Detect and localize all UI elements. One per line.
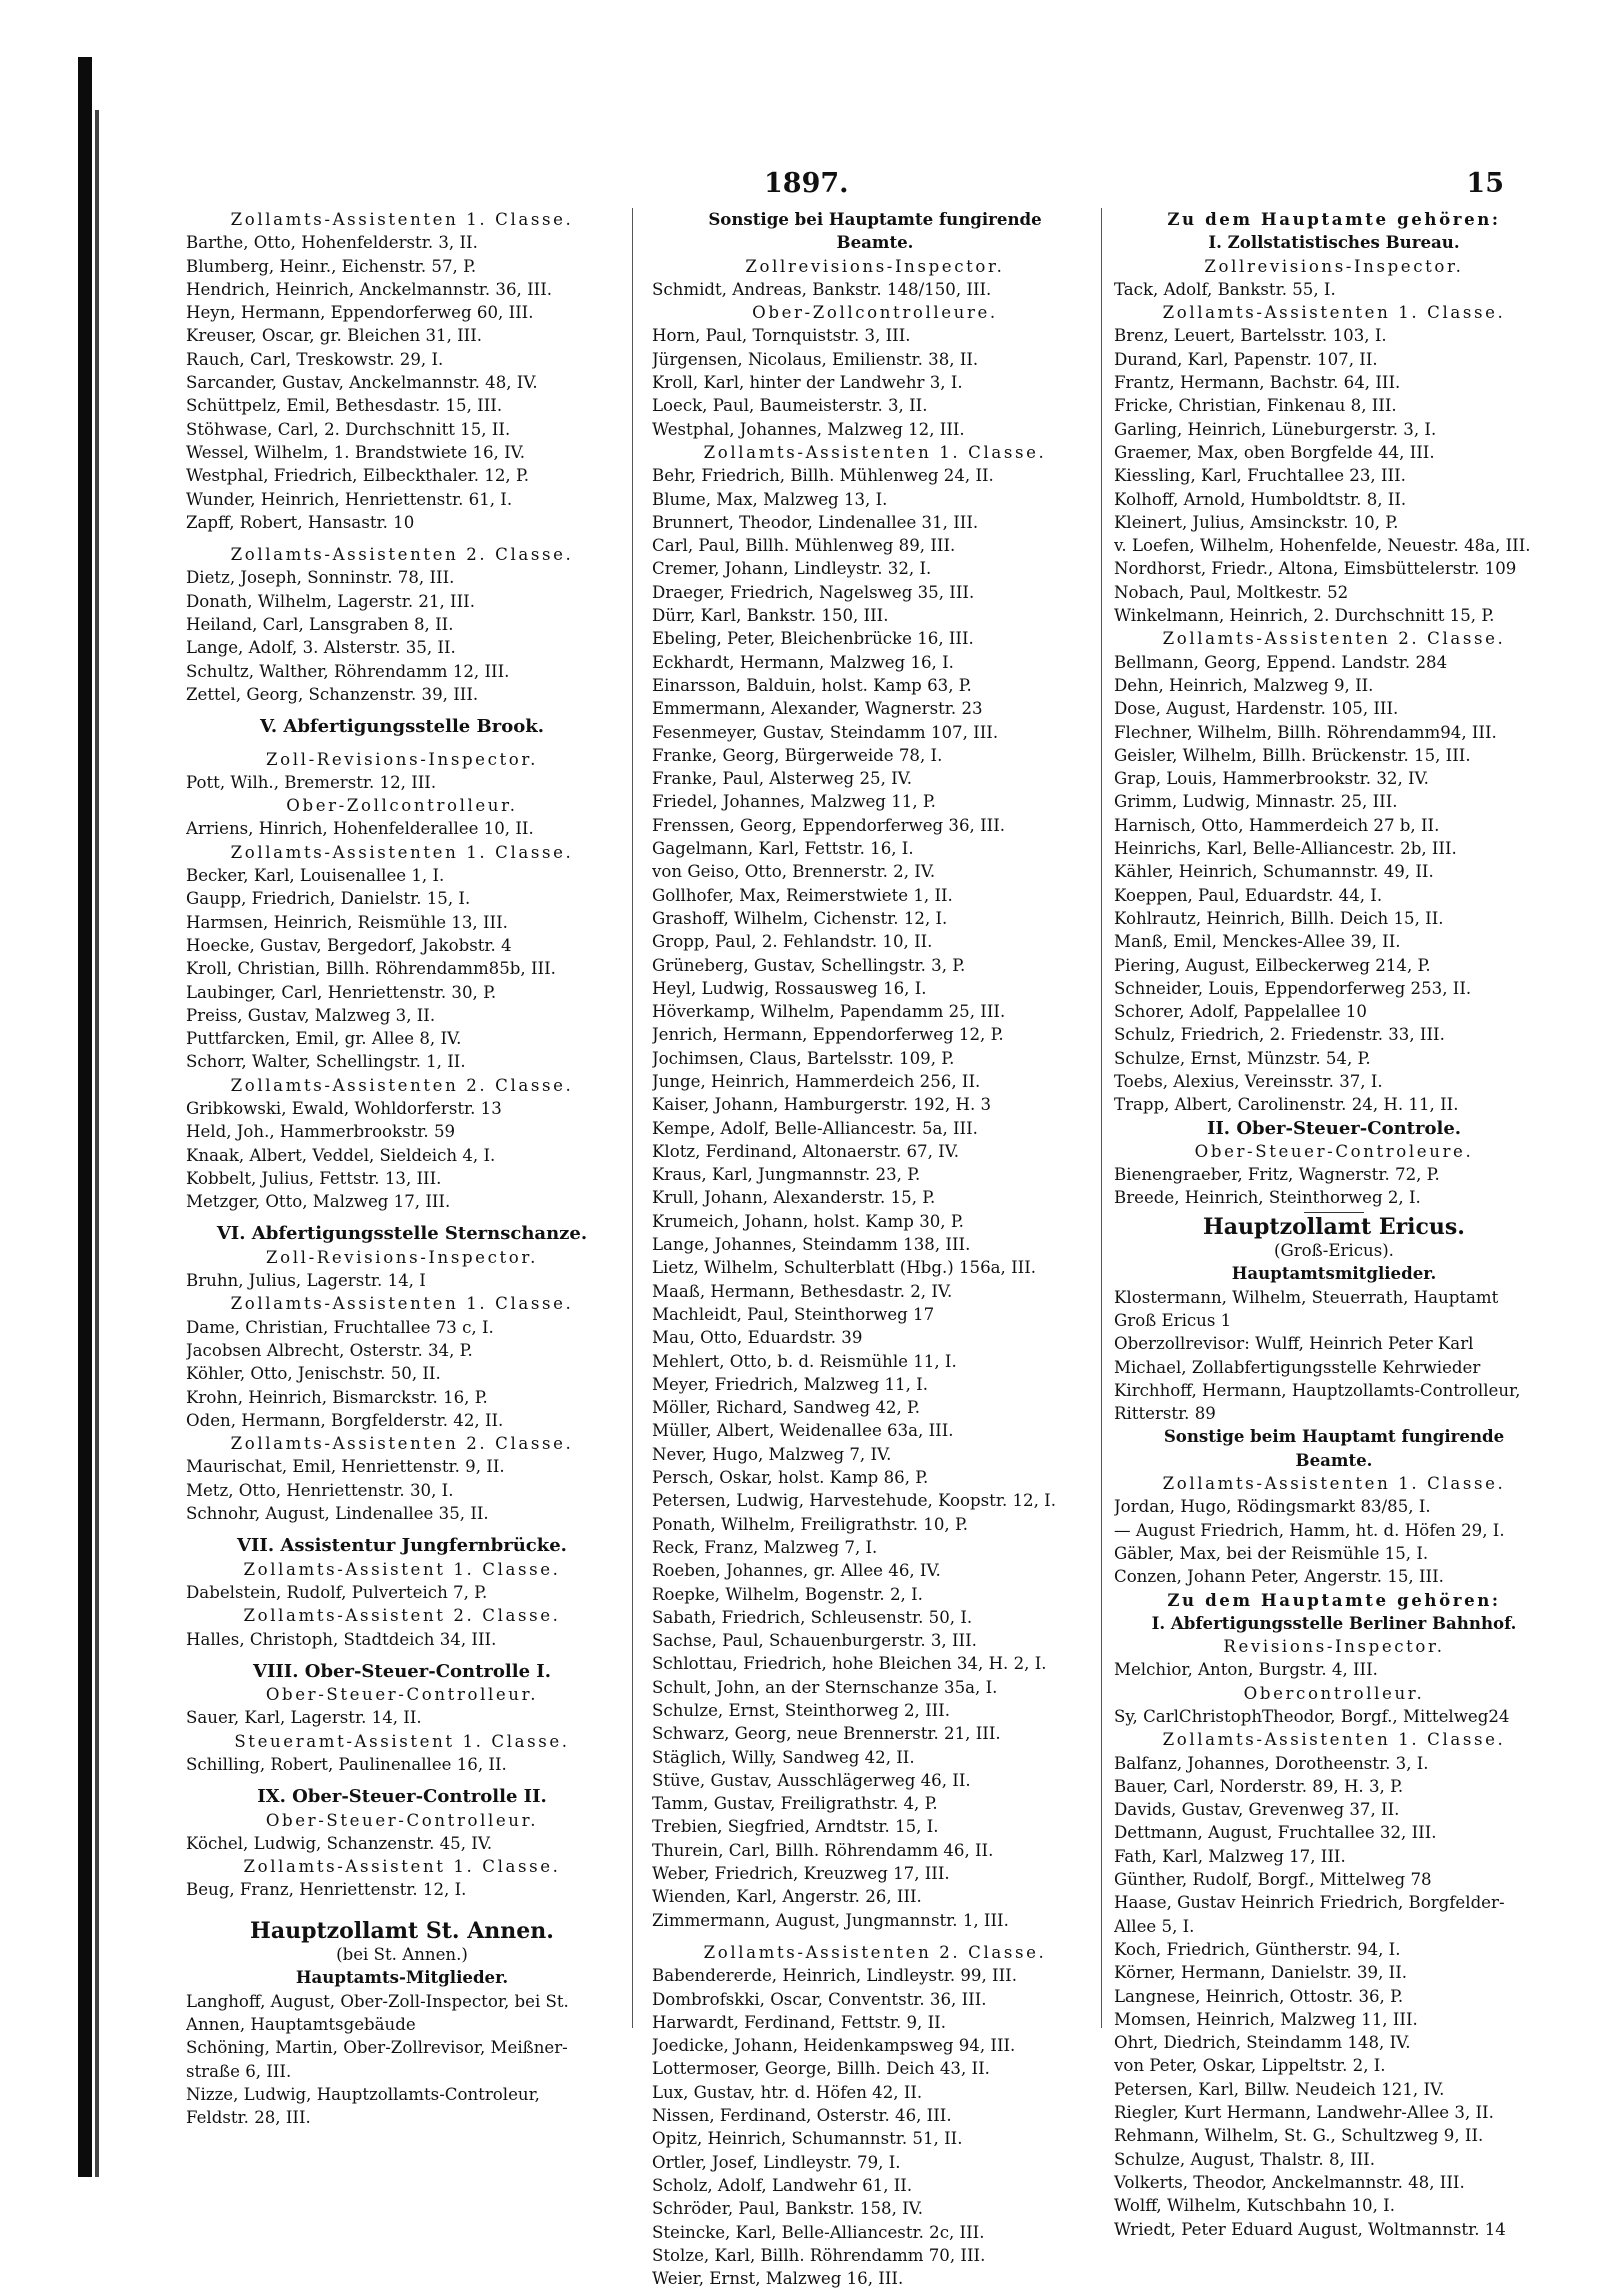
entry-line: Preiss, Gustav, Malzweg 3, II. (186, 1005, 436, 1025)
entry-line: Schnohr, August, Lindenallee 35, II. (186, 1504, 489, 1524)
entry-line: Barthe, Otto, Hohenfelderstr. 3, II. (186, 233, 478, 253)
entry-line: Jordan, Hugo, Rödingsmarkt 83/85, I. (1114, 1497, 1431, 1517)
entry-line: Conzen, Johann Peter, Angerstr. 15, III. (1114, 1567, 1444, 1587)
entry-line: Feldstr. 28, III. (186, 2108, 311, 2128)
entry-line: Höverkamp, Wilhelm, Papendamm 25, III. (652, 1002, 1006, 1022)
entry-line: Schöning, Martin, Ober-Zollrevisor, Meißner- (186, 2038, 568, 2058)
spacer (186, 1911, 618, 1920)
entry-line: Rauch, Carl, Treskowstr. 29, I. (186, 349, 444, 369)
column-rule-2 (1101, 208, 1102, 2028)
entry-line: Balfanz, Johannes, Dorotheenstr. 3, I. (1114, 1753, 1429, 1773)
section-heading: Zollamts-Assistenten 2. Classe. (230, 1434, 574, 1454)
entry-line: Günther, Rudolf, Borgf., Mittelweg 78 (1114, 1870, 1432, 1890)
section-heading: Zu dem Hauptamte gehören: (1167, 209, 1501, 229)
entry-line: Westphal, Johannes, Malzweg 12, III. (652, 419, 965, 439)
section-heading: Ober-Steuer-Controlleur. (265, 1685, 539, 1705)
entry-line: Momsen, Heinrich, Malzweg 11, III. (1114, 2009, 1418, 2029)
entry-line: Schulze, Ernst, Steinthorweg 2, III. (652, 1701, 951, 1720)
entry-line: Trebien, Siegfried, Arndtstr. 15, I. (652, 1817, 939, 1837)
entry-line: Zimmermann, August, Jungmannstr. 1, III. (652, 1910, 1009, 1930)
entry-line: Wienden, Karl, Angerstr. 26, III. (652, 1887, 922, 1907)
entry-line: Michael, Zollabfertigungsstelle Kehrwieder (1114, 1357, 1481, 1377)
entry-line: Held, Joh., Hammerbrookstr. 59 (186, 1122, 456, 1142)
entry-line: Heiland, Carl, Lansgraben 8, II. (186, 615, 454, 635)
entry-line: Meyer, Friedrich, Malzweg 11, I. (652, 1374, 928, 1394)
binding-spine-shadow (78, 57, 92, 2177)
entry-line: Dombrofskki, Oscar, Conventstr. 36, III. (652, 1989, 987, 2009)
column-right (1114, 208, 1554, 2241)
entry-line: Stäglich, Willy, Sandweg 42, II. (652, 1747, 915, 1767)
column-rule-1 (632, 208, 633, 2028)
entry-line: Weier, Ernst, Malzweg 16, III. (652, 2269, 904, 2289)
section-heading: I. Abfertigungsstelle Berliner Bahnhof. (1151, 1612, 1517, 1633)
entry-line: Fath, Karl, Malzweg 17, III. (1114, 1846, 1346, 1866)
entry-line: Ebeling, Peter, Bleichenbrücke 16, III. (652, 629, 974, 649)
entry-line: Franke, Georg, Bürgerweide 78, I. (652, 745, 943, 765)
entry-line: Bellmann, Georg, Eppend. Landstr. 284 (1114, 652, 1448, 672)
entry-line: Tack, Adolf, Bankstr. 55, I. (1114, 279, 1336, 299)
entry-line: von Peter, Oskar, Lippeltstr. 2, I. (1114, 2056, 1386, 2076)
section-heading: Ober-Zollcontrolleur. (286, 796, 518, 816)
entry-line: Graemer, Max, oben Borgfelde 44, III. (1114, 442, 1435, 462)
entry-line: Garling, Heinrich, Lüneburgerstr. 3, I. (1114, 419, 1437, 439)
section-heading: Zollamts-Assistenten 2. Classe. (1162, 629, 1506, 649)
entry-line: Körner, Hermann, Danielstr. 39, II. (1114, 1963, 1408, 1983)
entry-line: Lottermoser, George, Billh. Deich 43, II. (652, 2059, 990, 2079)
entry-line: Hoecke, Gustav, Bergedorf, Jakobstr. 4 (186, 935, 512, 955)
entry-line: Breede, Heinrich, Steinthorweg 2, I. (1114, 1188, 1421, 1208)
entry-line: Langhoff, August, Ober-Zoll-Inspector, bei St. (186, 1991, 569, 2011)
spacer (186, 1525, 618, 1534)
entry-line: Tamm, Gustav, Freiligrathstr. 4, P. (652, 1794, 938, 1814)
section-heading: Hauptamtsmitglieder. (1231, 1263, 1437, 1284)
entry-line: Groß Ericus 1 (1114, 1310, 1232, 1330)
entry-line: Fesenmeyer, Gustav, Steindamm 107, III. (652, 722, 999, 742)
entry-line: Reck, Franz, Malzweg 7, I. (652, 1537, 878, 1557)
entry-line: Donath, Wilhelm, Lagerstr. 21, III. (186, 591, 475, 611)
entry-line: Koeppen, Paul, Eduardstr. 44, I. (1114, 885, 1383, 905)
section-heading: Zollamts-Assistent 2. Classe. (243, 1606, 561, 1626)
entry-line: Annen, Hauptamtsgebäude (186, 2014, 416, 2034)
entry-line: Wriedt, Peter Eduard August, Woltmannstr. 14 (1114, 2219, 1506, 2239)
entry-line: Blume, Max, Malzweg 13, I. (652, 489, 888, 509)
entry-line: Volkerts, Theodor, Anckelmannstr. 48, III. (1114, 2172, 1465, 2192)
entry-line: Pott, Wilh., Bremerstr. 12, III. (186, 772, 437, 792)
entry-line: Heyn, Hermann, Eppendorferweg 60, III. (186, 303, 534, 323)
entry-line: Sauer, Karl, Lagerstr. 14, II. (186, 1708, 422, 1728)
entry-line: Scholz, Adolf, Landwehr 61, II. (652, 2175, 913, 2195)
section-heading: Sonstige bei Hauptamte fungirende (708, 209, 1042, 229)
column-left (186, 208, 618, 2129)
entry-line: Cremer, Johann, Lindleystr. 32, I. (652, 559, 932, 579)
entry-line: Trapp, Albert, Carolinenstr. 24, H. 11, II. (1114, 1095, 1459, 1115)
entry-line: — August Friedrich, Hamm, ht. d. Höfen 29, I. (1114, 1520, 1505, 1540)
page-number: 15 (1466, 168, 1504, 199)
entry-line: Harnisch, Otto, Hammerdeich 27 b, II. (1114, 815, 1440, 835)
entry-line: Schulze, August, Thalstr. 8, III. (1114, 2149, 1376, 2169)
entry-line: Metz, Otto, Henriettenstr. 30, I. (186, 1480, 454, 1500)
section-heading: VII. Assistentur Jungfernbrücke. (237, 1535, 567, 1557)
section-heading: Zollamts-Assistenten 2. Classe. (230, 545, 574, 565)
entry-line: Wunder, Heinrich, Henriettenstr. 61, I. (186, 489, 513, 509)
entry-line: Lange, Adolf, 3. Alsterstr. 35, II. (186, 638, 456, 658)
entry-line: Köhler, Otto, Jenischstr. 50, II. (186, 1364, 441, 1384)
entry-line: Nissen, Ferdinand, Osterstr. 46, III. (652, 2106, 952, 2126)
entry-line: Kleinert, Julius, Amsinckstr. 10, P. (1114, 512, 1399, 532)
entry-line: Kroll, Christian, Billh. Röhrendamm85b, III. (186, 959, 556, 979)
entry-line: Schulz, Friedrich, 2. Friedenstr. 33, III. (1114, 1025, 1445, 1045)
entry-line: Frenssen, Georg, Eppendorferweg 36, III. (652, 815, 1006, 835)
entry-line: Kähler, Heinrich, Schumannstr. 49, II. (1114, 862, 1434, 882)
spacer (186, 1213, 618, 1222)
entry-line: Gäbler, Max, bei der Reismühle 15, I. (1114, 1543, 1429, 1563)
entry-line: Durand, Karl, Papenstr. 107, II. (1114, 349, 1378, 369)
section-heading: VIII. Ober-Steuer-Controlle I. (253, 1660, 551, 1682)
section-heading: Zollamts-Assistenten 1. Classe. (1162, 1474, 1506, 1494)
entry-line: Joedicke, Johann, Heidenkampsweg 94, III. (652, 2036, 1016, 2056)
entry-line: Blumberg, Heinr., Eichenstr. 57, P. (186, 256, 477, 276)
spacer (652, 1932, 1098, 1941)
entry-line: Schultz, Walther, Röhrendamm 12, III. (186, 661, 510, 681)
entry-line: Stolze, Karl, Billh. Röhrendamm 70, III. (652, 2245, 986, 2265)
entry-line: Junge, Heinrich, Hammerdeich 256, II. (652, 1071, 981, 1091)
entry-line: straße 6, III. (186, 2061, 292, 2081)
entry-line: Roepke, Wilhelm, Bogenstr. 2, I. (652, 1584, 923, 1604)
section-heading: Zollamts-Assistenten 1. Classe. (230, 1294, 574, 1314)
entry-line: Einarsson, Balduin, holst. Kamp 63, P. (652, 675, 972, 695)
section-heading: Ober-Zollcontrolleure. (752, 303, 998, 323)
entry-line: Kempe, Adolf, Belle-Alliancestr. 5a, III. (652, 1118, 978, 1138)
entry-line: Möller, Richard, Sandweg 42, P. (652, 1398, 921, 1418)
entry-line: Weber, Friedrich, Kreuzweg 17, III. (652, 1864, 950, 1884)
entry-line: Jürgensen, Nicolaus, Emilienstr. 38, II. (652, 349, 979, 369)
spacer (186, 1776, 618, 1785)
section-heading: Zollrevisions-Inspector. (1204, 256, 1464, 276)
entry-line: Bienengraeber, Fritz, Wagnerstr. 72, P. (1114, 1165, 1440, 1185)
section-heading: Zollamts-Assistenten 1. Classe. (230, 842, 574, 862)
entry-line: Gaupp, Friedrich, Danielstr. 15, I. (186, 889, 471, 909)
entry-line: Jochimsen, Claus, Bartelsstr. 109, P. (652, 1048, 955, 1068)
spacer (186, 706, 618, 715)
entry-line: Wessel, Wilhelm, 1. Brandstwiete 16, IV. (186, 442, 525, 462)
entry-line: Manß, Emil, Menckes-Allee 39, II. (1114, 932, 1401, 952)
section-heading: Ober-Steuer-Controlleur. (265, 1810, 539, 1830)
entry-line: Stüve, Gustav, Ausschlägerweg 46, II. (652, 1770, 971, 1790)
section-heading: Zollamts-Assistenten 2. Classe. (703, 1942, 1047, 1962)
entry-line: Persch, Oskar, holst. Kamp 86, P. (652, 1468, 929, 1488)
section-heading: Revisions-Inspector. (1223, 1637, 1445, 1657)
entry-line: Sarcander, Gustav, Anckelmannstr. 48, IV. (186, 373, 538, 393)
section-heading: VI. Abfertigungsstelle Sternschanze. (216, 1223, 588, 1245)
entry-line: Brunnert, Theodor, Lindenallee 31, III. (652, 512, 979, 532)
section-heading: Zollamts-Assistent 1. Classe. (243, 1857, 561, 1877)
entry-line: Davids, Gustav, Grevenweg 37, II. (1114, 1800, 1400, 1820)
entry-line: Schmidt, Andreas, Bankstr. 148/150, III. (652, 279, 992, 299)
entry-line: Jacobsen Albrecht, Osterstr. 34, P. (186, 1340, 473, 1360)
column-middle (652, 208, 1098, 2290)
entry-line: Behr, Friedrich, Billh. Mühlenweg 24, II. (652, 466, 994, 486)
entry-line: Machleidt, Paul, Steinthorweg 17 (652, 1304, 935, 1324)
entry-line: Gagelmann, Karl, Fettstr. 16, I. (652, 839, 914, 859)
entry-line: Thurein, Carl, Billh. Röhrendamm 46, II. (652, 1840, 994, 1860)
entry-line: Lietz, Wilhelm, Schulterblatt (Hbg.) 156a, III. (652, 1258, 1037, 1278)
section-heading: Sonstige beim Hauptamt fungirende (1163, 1426, 1505, 1447)
entry-line: Lange, Johannes, Steindamm 138, III. (652, 1235, 971, 1255)
section-heading: Zollamts-Assistenten 1. Classe. (230, 210, 574, 229)
entry-line: Winkelmann, Heinrich, 2. Durchschnitt 15, P. (1114, 606, 1495, 626)
entry-line: Schult, John, an der Sternschanze 35a, I. (652, 1677, 998, 1697)
entry-line: Schilling, Robert, Paulinenallee 16, II. (186, 1755, 507, 1774)
entry-line: Dame, Christian, Fruchtallee 73 c, I. (186, 1317, 494, 1337)
section-heading: Zollrevisions-Inspector. (745, 256, 1005, 276)
section-heading: Zollamts-Assistenten 1. Classe. (1162, 1730, 1506, 1750)
entry-line: Arriens, Hinrich, Hohenfelderallee 10, II. (186, 819, 534, 839)
spacer (186, 534, 618, 543)
entry-line: Allee 5, I. (1114, 1916, 1195, 1936)
section-heading: Zollamts-Assistent 1. Classe. (243, 1559, 561, 1579)
entry-line: Sy, CarlChristophTheodor, Borgf., Mittelweg24 (1114, 1707, 1510, 1726)
entry-line: Sabath, Friedrich, Schleusenstr. 50, I. (652, 1607, 973, 1627)
entry-line: Babendererde, Heinrich, Lindleystr. 99, III. (652, 1966, 1017, 1986)
section-heading: Zoll-Revisions-Inspector. (266, 1247, 538, 1267)
entry-line: Flechner, Wilhelm, Billh. Röhrendamm94, III. (1114, 722, 1497, 742)
entry-line: Oden, Hermann, Borgfelderstr. 42, II. (186, 1410, 504, 1430)
entry-line: Langnese, Heinrich, Ottostr. 36, P. (1114, 1986, 1404, 2006)
section-heading: Zollamts-Assistenten 2. Classe. (230, 1075, 574, 1095)
section-heading: Ober-Steuer-Controleure. (1194, 1141, 1474, 1161)
entry-line: Roeben, Johannes, gr. Allee 46, IV. (652, 1561, 941, 1581)
entry-line: Emmermann, Alexander, Wagnerstr. 23 (652, 699, 983, 719)
entry-line: Mau, Otto, Eduardstr. 39 (652, 1328, 863, 1348)
section-heading: I. Zollstatistisches Bureau. (1208, 232, 1460, 253)
entry-line: Draeger, Friedrich, Nagelsweg 35, III. (652, 582, 975, 602)
section-heading: Beamte. (836, 232, 914, 253)
entry-line: Nobach, Paul, Moltkestr. 52 (1114, 582, 1349, 602)
entry-line: Petersen, Ludwig, Harvestehude, Koopstr. 12, I. (652, 1491, 1056, 1511)
entry-line: Toebs, Alexius, Vereinsstr. 37, I. (1114, 1071, 1383, 1091)
entry-line: Franke, Paul, Alsterweg 25, IV. (652, 769, 913, 789)
entry-line: Beug, Franz, Henriettenstr. 12, I. (186, 1880, 467, 1900)
entry-line: Zapff, Robert, Hansastr. 10 (186, 512, 415, 532)
section-heading: II. Ober-Steuer-Controle. (1206, 1117, 1462, 1139)
entry-line: Krull, Johann, Alexanderstr. 15, P. (652, 1188, 936, 1208)
entry-line: Kiessling, Karl, Fruchtallee 23, III. (1114, 466, 1406, 486)
section-heading: Hauptamts-Mitglieder. (295, 1967, 509, 1988)
entry-line: Mehlert, Otto, b. d. Reismühle 11, I. (652, 1351, 957, 1371)
entry-line: Schwarz, Georg, neue Brennerstr. 21, III. (652, 1724, 1001, 1744)
entry-line: Kraus, Karl, Jungmannstr. 23, P. (652, 1165, 921, 1185)
entry-line: Heyl, Ludwig, Rossausweg 16, I. (652, 978, 927, 998)
spacer (186, 1651, 618, 1660)
entry-line: Frantz, Hermann, Bachstr. 64, III. (1114, 373, 1401, 393)
entry-line: Heinrichs, Karl, Belle-Alliancestr. 2b, III. (1114, 839, 1457, 859)
entry-line: Harwardt, Ferdinand, Fettstr. 9, II. (652, 2012, 946, 2032)
entry-line: Schröder, Paul, Bankstr. 158, IV. (652, 2199, 924, 2219)
section-heading: Zollamts-Assistenten 1. Classe. (703, 442, 1047, 462)
binding-edge (95, 110, 99, 2177)
entry-line: Schüttpelz, Emil, Bethesdastr. 15, III. (186, 396, 503, 416)
entry-line: Riegler, Kurt Hermann, Landwehr-Allee 3, II. (1114, 2103, 1494, 2123)
entry-line: Kaiser, Johann, Hamburgerstr. 192, H. 3 (652, 1095, 992, 1115)
entry-line: Lux, Gustav, htr. d. Höfen 42, II. (652, 2082, 923, 2102)
entry-line: Eckhardt, Hermann, Malzweg 16, I. (652, 652, 954, 672)
section-heading: Zollamts-Assistenten 1. Classe. (1162, 303, 1506, 323)
spacer (1304, 1212, 1364, 1213)
section-heading: Hauptzollamt Ericus. (1203, 1215, 1465, 1240)
entry-line: Kolhoff, Arnold, Humboldtstr. 8, II. (1114, 489, 1407, 509)
entry-line: Petersen, Karl, Billw. Neudeich 121, IV. (1114, 2079, 1445, 2099)
entry-line: Koch, Friedrich, Güntherstr. 94, I. (1114, 1939, 1401, 1959)
entry-line: von Geiso, Otto, Brennerstr. 2, IV. (652, 862, 936, 882)
entry-line: Ohrt, Diedrich, Steindamm 148, IV. (1114, 2033, 1411, 2053)
entry-line: Grimm, Ludwig, Minnastr. 25, III. (1114, 792, 1398, 812)
entry-line: Schorer, Adolf, Pappelallee 10 (1114, 1002, 1367, 1022)
entry-line: Melchior, Anton, Burgstr. 4, III. (1114, 1660, 1378, 1680)
entry-line: Horn, Paul, Tornquiststr. 3, III. (652, 326, 911, 346)
entry-line: Nizze, Ludwig, Hauptzollamts-Controleur, (186, 2084, 540, 2104)
entry-line: Westphal, Friedrich, Eilbeckthaler. 12, P. (186, 466, 530, 486)
entry-line: Becker, Karl, Louisenallee 1, I. (186, 866, 445, 886)
section-heading: Zoll-Revisions-Inspector. (266, 749, 538, 769)
entry-line: Geisler, Wilhelm, Billh. Brückenstr. 15, III. (1114, 745, 1471, 765)
entry-line: Loeck, Paul, Baumeisterstr. 3, II. (652, 396, 928, 416)
entry-line: Harmsen, Heinrich, Reismühle 13, III. (186, 912, 508, 932)
section-heading: Hauptzollamt St. Annen. (250, 1919, 554, 1944)
entry-line: Schneider, Louis, Eppendorferweg 253, II. (1114, 978, 1472, 998)
entry-line: Fricke, Christian, Finkenau 8, III. (1114, 396, 1397, 416)
entry-line: Müller, Albert, Weidenallee 63a, III. (652, 1421, 954, 1441)
entry-line: Halles, Christoph, Stadtdeich 34, III. (186, 1629, 497, 1649)
section-heading: Obercontrolleur. (1243, 1683, 1425, 1703)
entry-line: Friedel, Johannes, Malzweg 11, P. (652, 792, 936, 812)
entry-line: Schlottau, Friedrich, hohe Bleichen 34, H. 2, I. (652, 1654, 1047, 1674)
entry-line: Kirchhoff, Hermann, Hauptzollamts-Controlleur, (1114, 1380, 1521, 1400)
section-heading: (bei St. Annen.) (336, 1945, 468, 1965)
section-heading: Beamte. (1295, 1449, 1373, 1470)
section-heading: Steueramt-Assistent 1. Classe. (234, 1731, 570, 1751)
entry-line: Sachse, Paul, Schauenburgerstr. 3, III. (652, 1631, 977, 1651)
entry-line: Maaß, Hermann, Bethesdastr. 2, IV. (652, 1281, 953, 1301)
entry-line: Dabelstein, Rudolf, Pulverteich 7, P. (186, 1582, 488, 1602)
entry-line: Piering, August, Eilbeckerweg 214, P. (1114, 955, 1431, 975)
entry-line: Bruhn, Julius, Lagerstr. 14, I (186, 1271, 426, 1291)
entry-line: Gribkowski, Ewald, Wohldorferstr. 13 (186, 1098, 502, 1118)
entry-line: Never, Hugo, Malzweg 7, IV. (652, 1444, 892, 1464)
entry-line: Dehn, Heinrich, Malzweg 9, II. (1114, 675, 1374, 695)
entry-line: Bauer, Carl, Norderstr. 89, H. 3, P. (1114, 1776, 1404, 1796)
entry-line: Ponath, Wilhelm, Freiligrathstr. 10, P. (652, 1514, 969, 1534)
section-heading: Zu dem Hauptamte gehören: (1167, 1589, 1501, 1610)
section-heading: (Groß-Ericus). (1274, 1241, 1394, 1261)
entry-line: Krumeich, Johann, holst. Kamp 30, P. (652, 1211, 964, 1231)
section-heading: V. Abfertigungsstelle Brook. (260, 716, 544, 738)
entry-line: Haase, Gustav Heinrich Friedrich, Borgfelder- (1114, 1893, 1505, 1913)
entry-line: Kohlrautz, Heinrich, Billh. Deich 15, II. (1114, 908, 1444, 928)
directory-page (104, 120, 1564, 2289)
entry-line: Kreuser, Oscar, gr. Bleichen 31, III. (186, 326, 483, 346)
entry-line: Zettel, Georg, Schanzenstr. 39, III. (186, 684, 479, 704)
entry-line: Kroll, Karl, hinter der Landwehr 3, I. (652, 373, 963, 393)
entry-line: Knaak, Albert, Veddel, Sieldeich 4, I. (186, 1145, 496, 1165)
entry-line: Krohn, Heinrich, Bismarckstr. 16, P. (186, 1387, 488, 1407)
entry-line: Dettmann, August, Fruchtallee 32, III. (1114, 1823, 1437, 1843)
entry-line: Klostermann, Wilhelm, Steuerrath, Hauptamt (1114, 1287, 1499, 1307)
entry-line: Schulze, Ernst, Münzstr. 54, P. (1114, 1048, 1371, 1068)
entry-line: Nordhorst, Friedr., Altona, Eimsbüttelerstr. 109 (1114, 559, 1517, 579)
entry-line: Dürr, Karl, Bankstr. 150, III. (652, 606, 889, 626)
spacer (186, 739, 618, 748)
entry-line: Klotz, Ferdinand, Altonaerstr. 67, IV. (652, 1141, 960, 1161)
entry-line: Ortler, Josef, Lindleystr. 79, I. (652, 2152, 901, 2172)
entry-line: Oberzollrevisor: Wulff, Heinrich Peter Karl (1114, 1334, 1474, 1354)
spacer (186, 1902, 618, 1911)
entry-line: Dietz, Joseph, Sonninstr. 78, III. (186, 568, 455, 588)
entry-line: Grashoff, Wilhelm, Cichenstr. 12, I. (652, 908, 948, 928)
entry-line: Laubinger, Carl, Henriettenstr. 30, P. (186, 982, 497, 1002)
entry-line: Kobbelt, Julius, Fettstr. 13, III. (186, 1168, 442, 1188)
entry-line: Grap, Louis, Hammerbrookstr. 32, IV. (1114, 769, 1429, 789)
entry-line: Köchel, Ludwig, Schanzenstr. 45, IV. (186, 1833, 493, 1853)
entry-line: Gropp, Paul, 2. Fehlandstr. 10, II. (652, 932, 933, 952)
entry-line: Wolff, Wilhelm, Kutschbahn 10, I. (1114, 2196, 1395, 2216)
entry-line: v. Loefen, Wilhelm, Hohenfelde, Neuestr. 48a, III. (1114, 536, 1531, 556)
section-heading: IX. Ober-Steuer-Controlle II. (257, 1786, 547, 1808)
entry-line: Ritterstr. 89 (1114, 1404, 1216, 1424)
entry-line: Maurischat, Emil, Henriettenstr. 9, II. (186, 1457, 505, 1477)
entry-line: Metzger, Otto, Malzweg 17, III. (186, 1192, 451, 1212)
entry-line: Dose, August, Hardenstr. 105, III. (1114, 699, 1399, 719)
entry-line: Puttfarcken, Emil, gr. Allee 8, IV. (186, 1029, 462, 1049)
entry-line: Brenz, Leuert, Bartelsstr. 103, I. (1114, 326, 1387, 346)
entry-line: Rehmann, Wilhelm, St. G., Schultzweg 9, II. (1114, 2126, 1484, 2146)
entry-line: Gollhofer, Max, Reimerstwiete 1, II. (652, 885, 953, 905)
entry-line: Schorr, Walter, Schellingstr. 1, II. (186, 1052, 466, 1072)
entry-line: Opitz, Heinrich, Schumannstr. 51, II. (652, 2129, 963, 2149)
entry-line: Steincke, Karl, Belle-Alliancestr. 2c, III. (652, 2222, 985, 2242)
entry-line: Hendrich, Heinrich, Anckelmannstr. 36, III. (186, 279, 553, 299)
entry-line: Carl, Paul, Billh. Mühlenweg 89, III. (652, 536, 956, 556)
entry-line: Grüneberg, Gustav, Schellingstr. 3, P. (652, 955, 966, 975)
entry-line: Stöhwase, Carl, 2. Durchschnitt 15, II. (186, 419, 511, 439)
page-year: 1897. (764, 168, 849, 199)
entry-line: Jenrich, Hermann, Eppendorferweg 12, P. (652, 1025, 1004, 1045)
